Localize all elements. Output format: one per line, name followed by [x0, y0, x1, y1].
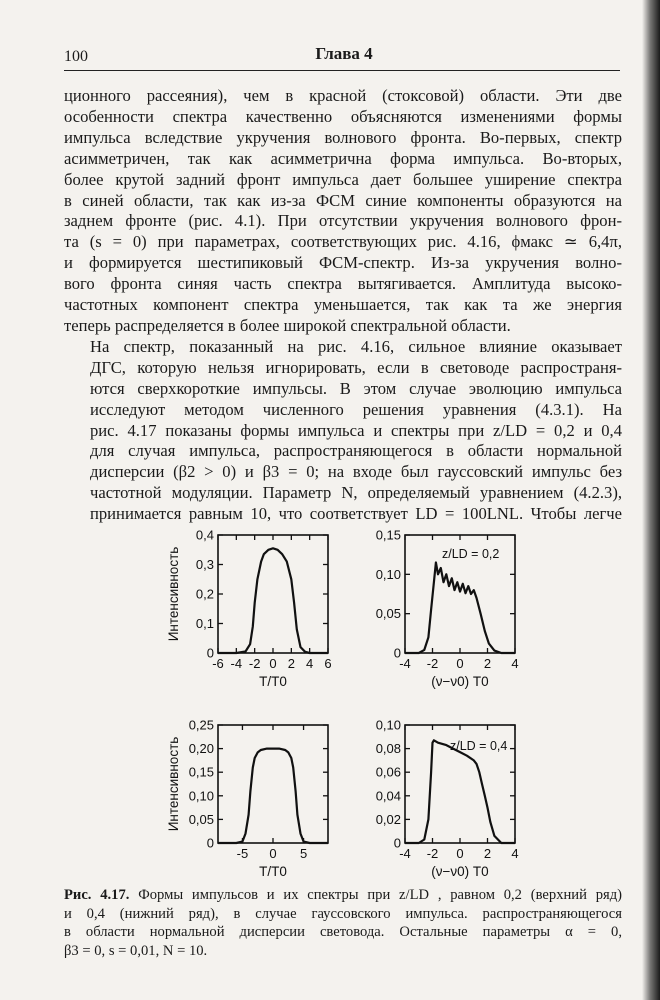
paragraph-1 — [64, 86, 622, 337]
annotation-z-ld-02: z/LD = 0,2 — [442, 547, 500, 561]
x-tick-label: 0 — [269, 656, 277, 671]
text-line: асимметричен, так как асимметрична форма импульса. Во-вторых, — [64, 148, 622, 168]
y-tick-label: 0 — [206, 835, 214, 851]
x-tick-label: 2 — [483, 846, 492, 861]
text-line: частотной модуляции. Параметр N, определяемый уравнением (4.2.3), — [90, 483, 622, 503]
text-line: частотных компонент спектра уменьшается, так как та же энергия — [64, 295, 622, 315]
text-line: особенности спектра качественно объясняются изменениями формы — [64, 106, 622, 126]
x-tick-label: 2 — [287, 656, 295, 671]
x-axis-label: T/T0 — [259, 674, 287, 689]
y-tick-label: 0,4 — [195, 527, 214, 543]
caption-line-1 — [64, 886, 622, 905]
text-line: дисперсии (β2 > 0) и β3 = 0; на входе был гауссовский импульс без — [90, 462, 622, 482]
caption-line-4: β3 = 0, s = 0,01, N = 10. — [64, 942, 208, 959]
y-tick-label: 0,05 — [188, 811, 214, 827]
y-tick-label: 0,10 — [375, 717, 401, 733]
x-axis-label: (ν−ν0) T0 — [431, 674, 489, 689]
y-tick-label: 0,3 — [195, 557, 214, 572]
plot-frame — [218, 535, 328, 653]
text-line: ционного рассеяния), чем в красной (стоксовой) области. Эти две — [64, 86, 622, 105]
caption-line-2: и 0,4 (нижний ряд), в случае гауссовского импульса. распространяющегося — [64, 905, 622, 922]
x-tick-label: -2 — [248, 656, 261, 671]
header-rule — [64, 70, 620, 71]
text-line: в синей области, так как из-за ФСМ синие компоненты образуются на — [64, 190, 622, 210]
y-tick-label: 0,10 — [375, 566, 401, 582]
x-tick-label: -4 — [230, 656, 243, 671]
y-axis-label: Интенсивность — [166, 546, 181, 642]
figure-caption — [64, 886, 622, 960]
y-tick-label: 0,15 — [188, 764, 214, 780]
y-tick-label: 0,06 — [375, 764, 401, 780]
y-tick-label: 0 — [393, 835, 401, 851]
text-line: заднем фронте (рис. 4.1). При отсутствии укручения волнового фрон- — [64, 211, 622, 231]
x-tick-label: 0 — [456, 846, 464, 861]
caption-line-3: в области нормальной дисперсии световода. Остальные параметры α = 0, — [64, 924, 622, 941]
paragraph-2 — [64, 337, 622, 525]
y-tick-label: 0,05 — [375, 606, 401, 622]
text-line: и формируется шестипиковый ФСМ-спектр. Из-за укручения волно- — [64, 253, 622, 273]
text-line: На спектр, показанный на рис. 4.16, сильное влияние оказывает — [90, 336, 622, 356]
text-line: теперь распределяется в более широкой спектральной области. — [64, 315, 511, 335]
y-tick-label: 0 — [393, 645, 401, 661]
x-tick-label: -2 — [426, 846, 439, 861]
x-tick-label: -6 — [212, 656, 224, 671]
y-tick-label: 0,2 — [195, 586, 214, 602]
y-tick-label: 0,25 — [188, 717, 214, 733]
series-line — [218, 548, 328, 653]
x-tick-label: -4 — [399, 846, 411, 861]
y-axis-label: Интенсивность — [166, 736, 181, 832]
text-line: исследуют методом численного решения уравнения (4.3.1). На — [90, 399, 622, 419]
x-axis-label: T/T0 — [259, 864, 287, 879]
plot-frame — [218, 725, 328, 843]
text-line: для случая импульса, распространяющегося в области нормальной — [90, 441, 622, 461]
page-header — [64, 44, 624, 68]
text-line: импульса вследствие укручения волнового фронта. Во-первых, спектр — [64, 127, 622, 147]
x-tick-label: 4 — [511, 846, 519, 861]
x-tick-label: 0 — [456, 656, 464, 671]
series-line — [405, 740, 515, 843]
x-tick-label: -5 — [236, 846, 249, 861]
figure-4-17 — [160, 510, 520, 880]
text-line: ДГС, которую нельзя игнорировать, если в световоде распространя- — [90, 357, 622, 377]
text-line: та (s = 0) при параметрах, соответствующих рис. 4.16, ϕмакс ≃ 6,4π, — [64, 232, 622, 252]
x-tick-label: -2 — [426, 656, 439, 671]
x-tick-label: 2 — [483, 656, 492, 671]
text-line: более крутой задний фронт импульса дает большее уширение спектра — [64, 169, 622, 189]
x-tick-label: 4 — [511, 656, 519, 671]
text-line: рис. 4.17 показаны формы импульса и спектры при z/LD = 0,2 и 0,4 — [90, 420, 622, 440]
page-number: 100 — [64, 48, 88, 65]
y-tick-label: 0,04 — [375, 788, 401, 804]
x-tick-label: 5 — [299, 846, 308, 861]
x-axis-label: (ν−ν0) T0 — [431, 864, 489, 879]
x-tick-label: 6 — [324, 656, 332, 671]
caption-line-1-text: Формы импульсов и их спектры при z/LD , равном 0,2 (верхний ряд) — [129, 887, 622, 903]
text-line: ются сверхкороткие импульсы. В этом случае эволюцию импульса — [90, 378, 622, 398]
body-text — [64, 86, 622, 525]
x-tick-label: 4 — [306, 656, 314, 671]
y-tick-label: 0,20 — [188, 741, 214, 757]
y-tick-label: 0,02 — [375, 811, 401, 827]
annotation-z-ld-04: z/LD = 0,4 — [450, 739, 508, 753]
page-binding-shadow — [642, 0, 660, 1000]
text-line: вого фронта синяя часть спектра вытягивается. Амплитуда высоко- — [64, 274, 622, 294]
series-line — [405, 563, 515, 654]
y-tick-label: 0 — [206, 645, 214, 661]
series-line — [218, 749, 328, 843]
y-tick-label: 0,10 — [188, 788, 214, 804]
text-line: принимается равным 10, что соответствует LD = 100LNL. Чтобы легче — [90, 504, 622, 524]
x-tick-label: -4 — [399, 656, 411, 671]
caption-label: Рис. 4.17. — [64, 887, 130, 903]
y-tick-label: 0,1 — [195, 616, 214, 631]
x-tick-label: 0 — [269, 846, 277, 861]
y-tick-label: 0,15 — [375, 527, 401, 543]
chapter-title: Глава 4 — [315, 44, 373, 63]
y-tick-label: 0,08 — [375, 741, 401, 757]
